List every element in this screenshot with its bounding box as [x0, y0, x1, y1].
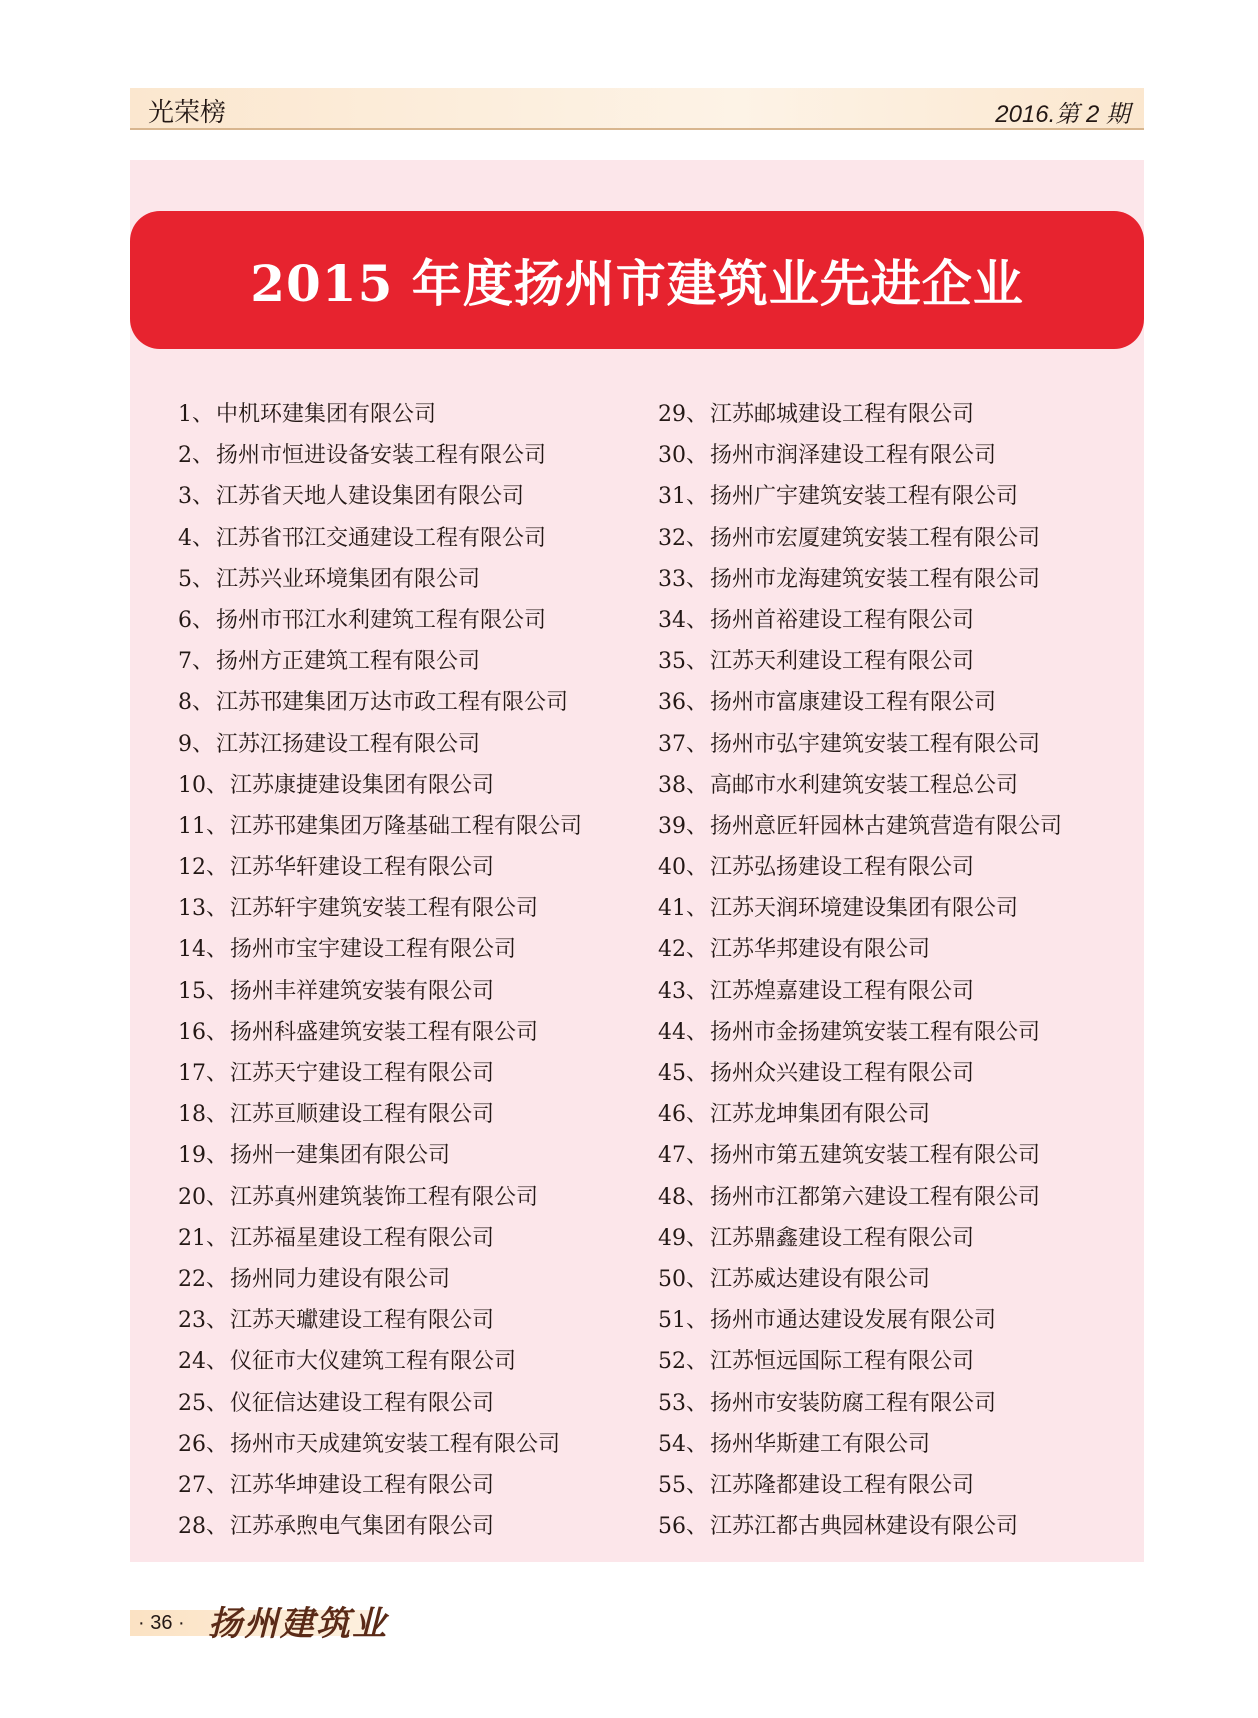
company-name: 扬州市恒进设备安装工程有限公司	[216, 443, 547, 469]
list-item	[658, 1218, 1062, 1259]
list-item	[178, 1465, 582, 1506]
company-name: 扬州意匠轩园林古建筑营造有限公司	[710, 813, 1063, 839]
company-name: 仪征信达建设工程有限公司	[230, 1390, 495, 1416]
item-number: 13	[178, 896, 206, 922]
company-name: 江苏天润环境建设集团有限公司	[710, 896, 1019, 922]
item-number: 50	[658, 1266, 686, 1292]
company-name: 扬州市龙海建筑安装工程有限公司	[710, 566, 1041, 592]
item-number: 34	[658, 607, 686, 633]
item-number: 8	[178, 690, 192, 716]
list-item	[658, 1012, 1062, 1053]
company-name: 扬州科盛建筑安装工程有限公司	[230, 1019, 539, 1045]
item-separator: 、	[686, 937, 709, 963]
company-name: 江苏天利建设工程有限公司	[710, 649, 975, 675]
item-number: 4	[178, 525, 192, 551]
item-number: 15	[178, 978, 206, 1004]
list-item	[658, 1135, 1062, 1176]
company-name: 扬州丰祥建筑安装有限公司	[230, 978, 495, 1004]
list-item	[658, 435, 1062, 476]
company-name: 扬州广宇建筑安装工程有限公司	[710, 484, 1019, 510]
company-name: 扬州市金扬建筑安装工程有限公司	[710, 1019, 1041, 1045]
list-item	[178, 1053, 582, 1094]
item-number: 14	[178, 937, 206, 963]
list-item	[178, 1012, 582, 1053]
item-separator: 、	[686, 443, 709, 469]
item-separator: 、	[686, 1390, 709, 1416]
item-number: 21	[178, 1225, 206, 1251]
item-number: 31	[658, 484, 686, 510]
company-name: 扬州市第五建筑安装工程有限公司	[710, 1143, 1041, 1169]
item-number: 56	[658, 1514, 686, 1540]
list-item	[658, 971, 1062, 1012]
item-separator: 、	[686, 1143, 709, 1169]
list-item	[658, 1341, 1062, 1382]
list-item	[178, 1135, 582, 1176]
item-number: 39	[658, 813, 686, 839]
item-separator: 、	[192, 607, 215, 633]
list-item	[658, 929, 1062, 970]
item-separator: 、	[686, 566, 709, 592]
company-name: 江苏江扬建设工程有限公司	[216, 731, 481, 757]
company-name: 江苏邗建集团万隆基础工程有限公司	[230, 813, 583, 839]
item-number: 44	[658, 1019, 686, 1045]
item-number: 46	[658, 1102, 686, 1128]
item-separator: 、	[206, 1143, 229, 1169]
list-item	[658, 806, 1062, 847]
item-number: 55	[658, 1472, 686, 1498]
list-item	[658, 1259, 1062, 1300]
item-number: 49	[658, 1225, 686, 1251]
item-number: 22	[178, 1266, 206, 1292]
item-number: 18	[178, 1102, 206, 1128]
list-item	[658, 1177, 1062, 1218]
item-separator: 、	[192, 402, 215, 427]
item-separator: 、	[206, 896, 229, 922]
item-number: 53	[658, 1390, 686, 1416]
item-separator: 、	[686, 402, 709, 427]
item-number: 12	[178, 855, 206, 881]
item-separator: 、	[686, 1225, 709, 1251]
item-separator: 、	[192, 566, 215, 592]
company-name: 江苏华坤建设工程有限公司	[230, 1472, 495, 1498]
company-name: 扬州首裕建设工程有限公司	[710, 607, 975, 633]
item-separator: 、	[206, 1225, 229, 1251]
company-name: 江苏真州建筑装饰工程有限公司	[230, 1184, 539, 1210]
item-number: 20	[178, 1184, 206, 1210]
title-banner	[130, 211, 1144, 349]
list-item	[658, 641, 1062, 682]
item-number: 17	[178, 1061, 206, 1086]
company-name: 仪征市大仪建筑工程有限公司	[230, 1349, 517, 1375]
list-item	[178, 1177, 582, 1218]
list-item	[658, 1094, 1062, 1135]
list-item	[658, 1424, 1062, 1465]
company-name: 扬州市通达建设发展有限公司	[710, 1308, 997, 1334]
section-title: 光荣榜	[148, 98, 227, 128]
page-number: · 36 ·	[138, 1612, 185, 1634]
list-item	[658, 724, 1062, 765]
item-separator: 、	[686, 731, 709, 757]
item-separator: 、	[686, 1431, 709, 1457]
list-item	[178, 765, 582, 806]
item-separator: 、	[206, 937, 229, 963]
item-separator: 、	[686, 896, 709, 922]
list-item	[658, 600, 1062, 641]
list-item	[178, 518, 582, 559]
item-number: 24	[178, 1349, 206, 1375]
list-item	[178, 1094, 582, 1135]
list-item	[658, 888, 1062, 929]
item-number: 47	[658, 1143, 686, 1169]
company-name: 扬州市邗江水利建筑工程有限公司	[216, 607, 547, 633]
item-number: 41	[658, 896, 686, 922]
item-separator: 、	[686, 607, 709, 633]
item-number: 28	[178, 1514, 206, 1540]
company-name: 扬州市天成建筑安装工程有限公司	[230, 1431, 561, 1457]
item-number: 43	[658, 978, 686, 1004]
issue-label: 2016.第 2 期	[995, 101, 1130, 128]
company-name: 江苏华轩建设工程有限公司	[230, 855, 495, 881]
list-item	[658, 1300, 1062, 1341]
list-item	[178, 476, 582, 517]
item-number: 38	[658, 772, 686, 798]
item-separator: 、	[686, 1102, 709, 1128]
item-number: 23	[178, 1308, 206, 1334]
item-separator: 、	[206, 1308, 229, 1334]
item-separator: 、	[686, 1472, 709, 1498]
list-item	[658, 394, 1062, 435]
item-number: 16	[178, 1019, 206, 1045]
company-name: 扬州市江都第六建设工程有限公司	[710, 1184, 1041, 1210]
list-item	[658, 559, 1062, 600]
item-separator: 、	[192, 443, 215, 469]
item-separator: 、	[206, 1472, 229, 1498]
item-separator: 、	[206, 855, 229, 881]
company-name: 江苏天宁建设工程有限公司	[230, 1061, 495, 1086]
item-separator: 、	[206, 1514, 229, 1540]
list-item	[178, 1341, 582, 1382]
item-separator: 、	[686, 690, 709, 716]
item-separator: 、	[686, 813, 709, 839]
item-separator: 、	[192, 484, 215, 510]
item-separator: 、	[206, 1266, 229, 1292]
company-name: 江苏煌嘉建设工程有限公司	[710, 978, 975, 1004]
company-name: 江苏鼎鑫建设工程有限公司	[710, 1225, 975, 1251]
company-name: 江苏恒远国际工程有限公司	[710, 1349, 975, 1375]
company-name: 江苏兴业环境集团有限公司	[216, 566, 481, 592]
item-number: 29	[658, 402, 686, 427]
company-name: 江苏轩宇建筑安装工程有限公司	[230, 896, 539, 922]
item-number: 9	[178, 731, 192, 757]
page-header	[130, 88, 1144, 130]
item-number: 35	[658, 649, 686, 675]
item-separator: 、	[686, 1266, 709, 1292]
list-item	[178, 929, 582, 970]
company-name: 江苏亘顺建设工程有限公司	[230, 1102, 495, 1128]
item-number: 36	[658, 690, 686, 716]
item-number: 32	[658, 525, 686, 551]
item-separator: 、	[206, 1102, 229, 1128]
item-number: 45	[658, 1061, 686, 1086]
item-separator: 、	[206, 1349, 229, 1375]
item-separator: 、	[206, 1061, 229, 1086]
item-separator: 、	[192, 525, 215, 551]
list-item	[178, 641, 582, 682]
item-separator: 、	[206, 1431, 229, 1457]
item-separator: 、	[686, 978, 709, 1004]
company-name: 江苏龙坤集团有限公司	[710, 1102, 931, 1128]
list-item	[658, 518, 1062, 559]
item-number: 6	[178, 607, 192, 633]
list-item	[658, 682, 1062, 723]
list-item	[658, 1506, 1062, 1547]
item-number: 54	[658, 1431, 686, 1457]
item-number: 11	[178, 813, 206, 839]
item-separator: 、	[686, 1349, 709, 1375]
company-list-left	[178, 394, 582, 1547]
company-name: 江苏威达建设有限公司	[710, 1266, 931, 1292]
company-name: 江苏省邗江交通建设工程有限公司	[216, 525, 547, 551]
item-number: 27	[178, 1472, 206, 1498]
item-number: 10	[178, 772, 206, 798]
list-item	[178, 971, 582, 1012]
item-separator: 、	[686, 484, 709, 510]
item-separator: 、	[206, 1390, 229, 1416]
list-item	[178, 806, 582, 847]
item-separator: 、	[206, 1019, 229, 1045]
company-name: 扬州市安装防腐工程有限公司	[710, 1390, 997, 1416]
company-name: 扬州众兴建设工程有限公司	[710, 1061, 975, 1086]
item-number: 51	[658, 1308, 686, 1334]
item-separator: 、	[192, 649, 215, 675]
page-title: 2015 年度扬州市建筑业先进企业	[250, 254, 1024, 313]
list-item	[658, 765, 1062, 806]
item-separator: 、	[686, 525, 709, 551]
list-item	[178, 394, 582, 435]
list-item	[178, 600, 582, 641]
item-separator: 、	[192, 690, 215, 716]
list-item	[178, 1383, 582, 1424]
company-name: 江苏福星建设工程有限公司	[230, 1225, 495, 1251]
list-item	[178, 888, 582, 929]
company-name: 扬州市润泽建设工程有限公司	[710, 443, 997, 469]
item-number: 5	[178, 566, 192, 592]
item-number: 26	[178, 1431, 206, 1457]
item-separator: 、	[192, 731, 215, 757]
item-separator: 、	[686, 1184, 709, 1210]
item-separator: 、	[686, 1308, 709, 1334]
company-list-right	[658, 394, 1062, 1547]
item-separator: 、	[686, 1019, 709, 1045]
item-separator: 、	[686, 1061, 709, 1086]
list-item	[178, 847, 582, 888]
company-name: 江苏邗建集团万达市政工程有限公司	[216, 690, 569, 716]
item-number: 7	[178, 649, 192, 675]
item-separator: 、	[206, 978, 229, 1004]
company-name: 江苏承煦电气集团有限公司	[230, 1514, 495, 1540]
list-item	[178, 724, 582, 765]
item-separator: 、	[686, 1514, 709, 1540]
company-name: 扬州市宝宇建设工程有限公司	[230, 937, 517, 963]
list-item	[178, 559, 582, 600]
item-number: 42	[658, 937, 686, 963]
item-number: 1	[178, 402, 192, 427]
item-number: 52	[658, 1349, 686, 1375]
company-name: 扬州华斯建工有限公司	[710, 1431, 931, 1457]
company-name: 扬州市弘宇建筑安装工程有限公司	[710, 731, 1041, 757]
item-separator: 、	[686, 855, 709, 881]
company-name: 中机环建集团有限公司	[216, 402, 437, 427]
magazine-logo: 扬州建筑业	[208, 1604, 388, 1644]
list-item	[178, 1300, 582, 1341]
item-number: 30	[658, 443, 686, 469]
list-item	[178, 1424, 582, 1465]
item-number: 40	[658, 855, 686, 881]
company-name: 江苏省天地人建设集团有限公司	[216, 484, 525, 510]
item-separator: 、	[686, 649, 709, 675]
item-number: 3	[178, 484, 192, 510]
company-name: 江苏江都古典园林建设有限公司	[710, 1514, 1019, 1540]
list-item	[658, 1383, 1062, 1424]
item-number: 33	[658, 566, 686, 592]
company-name: 扬州市宏厦建筑安装工程有限公司	[710, 525, 1041, 551]
company-name: 高邮市水利建筑安装工程总公司	[710, 772, 1019, 798]
list-item	[178, 1259, 582, 1300]
item-separator: 、	[206, 813, 229, 839]
item-separator: 、	[686, 772, 709, 798]
list-item	[658, 476, 1062, 517]
company-name: 江苏弘扬建设工程有限公司	[710, 855, 975, 881]
item-separator: 、	[206, 772, 229, 798]
list-item	[178, 682, 582, 723]
company-name: 扬州同力建设有限公司	[230, 1266, 451, 1292]
item-separator: 、	[206, 1184, 229, 1210]
list-item	[658, 1053, 1062, 1094]
company-name: 江苏康捷建设集团有限公司	[230, 772, 495, 798]
company-name: 江苏天瓛建设工程有限公司	[230, 1308, 495, 1334]
list-item	[658, 847, 1062, 888]
company-name: 扬州市富康建设工程有限公司	[710, 690, 997, 716]
company-name: 江苏隆都建设工程有限公司	[710, 1472, 975, 1498]
list-item	[178, 435, 582, 476]
item-number: 37	[658, 731, 686, 757]
item-number: 25	[178, 1390, 206, 1416]
company-name: 江苏华邦建设有限公司	[710, 937, 931, 963]
item-number: 19	[178, 1143, 206, 1169]
item-number: 2	[178, 443, 192, 469]
list-item	[658, 1465, 1062, 1506]
company-name: 扬州一建集团有限公司	[230, 1143, 451, 1169]
list-item	[178, 1218, 582, 1259]
company-name: 江苏邮城建设工程有限公司	[710, 402, 975, 427]
list-item	[178, 1506, 582, 1547]
company-name: 扬州方正建筑工程有限公司	[216, 649, 481, 675]
item-number: 48	[658, 1184, 686, 1210]
